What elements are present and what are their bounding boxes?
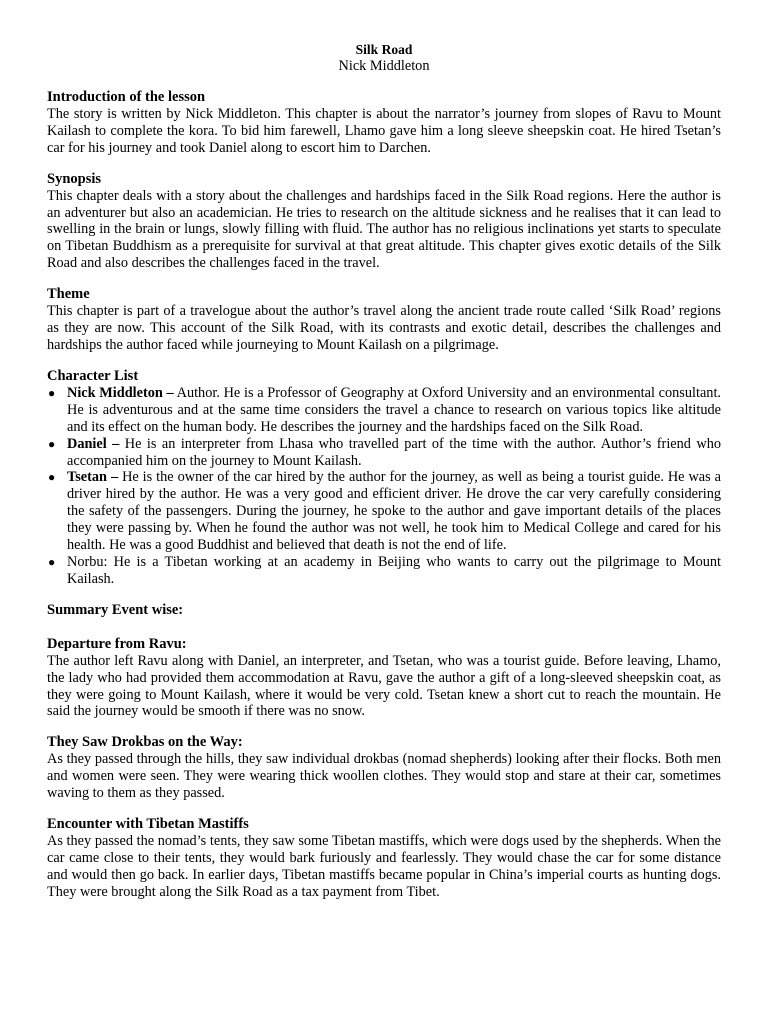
section-drokbas [47,734,721,802]
character-name: Daniel – [67,435,120,452]
section-heading: Theme [47,286,90,303]
character-description: He is an interpreter from Lhasa who travelled part of the time with the author. Author’s friend who accompanied him on the journey to Mount Kailash. [67,435,722,469]
section-synopsis [47,171,721,273]
character-name: Tsetan – [67,469,119,486]
list-item [48,384,721,436]
character-description: Norbu: He is a Tibetan working at an academy in Beijing who wants to carry out the pilgrimage to Mount Kailash. [67,553,721,587]
section-heading: Summary Event wise: [47,601,184,618]
section-heading: Synopsis [47,170,102,187]
section-departure [47,636,721,721]
section-paragraph: The story is written by Nick Middleton. This chapter is about the narrator’s journey from slopes of Ravu to Mount Kailash to complete the kora. To bid him farewell, Lhamo gave him a long sleeve sheepskin coat. He hired Tsetan’s car for his journey and took Daniel along to escort him to Darchen. [47,105,721,156]
section-paragraph: This chapter is part of a travelogue about the author’s travel along the ancient trade route called ‘Silk Road’ regions as they are now. This account of the Silk Road, with its contrasts and exotic detail, describes the challenges and hardships the author faced while journeying to Mount Kailash on a pilgrimage. [47,303,721,353]
section-mastiffs [47,816,721,901]
section-heading: Encounter with Tibetan Mastiffs [47,816,249,833]
section-characters [47,368,721,588]
section-paragraph: As they passed the nomad’s tents, they saw some Tibetan mastiffs, which were dogs used by the shepherds. When the car came close to their tents, they would bark furiously and fearlessly. They would chase the car for some distance and would then go back. In earlier days, Tibetan mastiffs became popular in China’s imperial courts as hunting dogs. They were brought along the Silk Road as a tax payment from Tibet. [47,833,721,900]
list-item [48,469,722,554]
section-paragraph: This chapter deals with a story about the challenges and hardships faced in the Silk Road regions. Here the author is an adventurer but also an academician. He tries to research on the altitude sickness and he realises that it can lead to swelling in the brain or lungs, slowly filling with fluid. The author has no religious inclinations yet starts to speculate on Tibetan Buddhism as a prerequisite for survival at that great altitude. This chapter gives exotic details of the Silk Road and also describes the challenges faced in the travel. [47,187,721,272]
list-item [48,553,721,588]
character-name: Nick Middleton – [67,384,174,401]
list-item [48,435,722,470]
section-theme [47,286,721,354]
bullet-icon: ● [48,436,56,451]
document-author: Nick Middleton [338,58,430,74]
character-description: Author. He is a Professor of Geography at Oxford University and an environmental consultant. He is adventurous and at the same time considers the travel a chance to research on various topics like altitude and its effect on the human body. He describes the journey and the hardships faced on the Silk Road. [67,384,721,435]
bullet-icon: ● [48,385,56,400]
bullet-icon: ● [48,554,56,569]
character-description: He is the owner of the car hired by the author for the journey, as well as being a tourist guide. He was a driver hired by the author. He was a very good and efficient driver. He drove the car very carefully considering the safety of the passengers. During the journey, he spoke to the author and gave important details of the places they were passing by. When he found the author was not well, he took him to Medical College and cared for his health. He was a good Buddhist and believed that death is not the end of life. [67,469,722,554]
document-title: Silk Road [355,42,413,57]
bullet-icon: ● [48,470,56,485]
section-heading: Introduction of the lesson [47,88,206,105]
character-list [47,385,721,588]
section-heading: Departure from Ravu: [47,635,187,652]
section-paragraph: The author left Ravu along with Daniel, an interpreter, and Tsetan, who was a tourist guide. Before leaving, Lhamo, the lady who had provided them accommodation at Ravu, gave the author a gift of a long-sleeved sheepskin coat, as they were going to Mount Kailash, where it would be very cold. Tsetan knew a short cut to reach the mountain. He said the journey would be smooth if there was no snow. [47,652,721,720]
section-paragraph: As they passed through the hills, they saw individual drokbas (nomad shepherds) looking after their flocks. Both men and women were seen. They were wearing thick woollen clothes. They would stop and stare at their car, sometimes waving to them as they passed. [47,751,721,802]
section-summary [47,602,721,619]
section-heading: They Saw Drokbas on the Way: [47,734,243,751]
section-intro [47,89,721,157]
section-heading: Character List [47,367,139,384]
